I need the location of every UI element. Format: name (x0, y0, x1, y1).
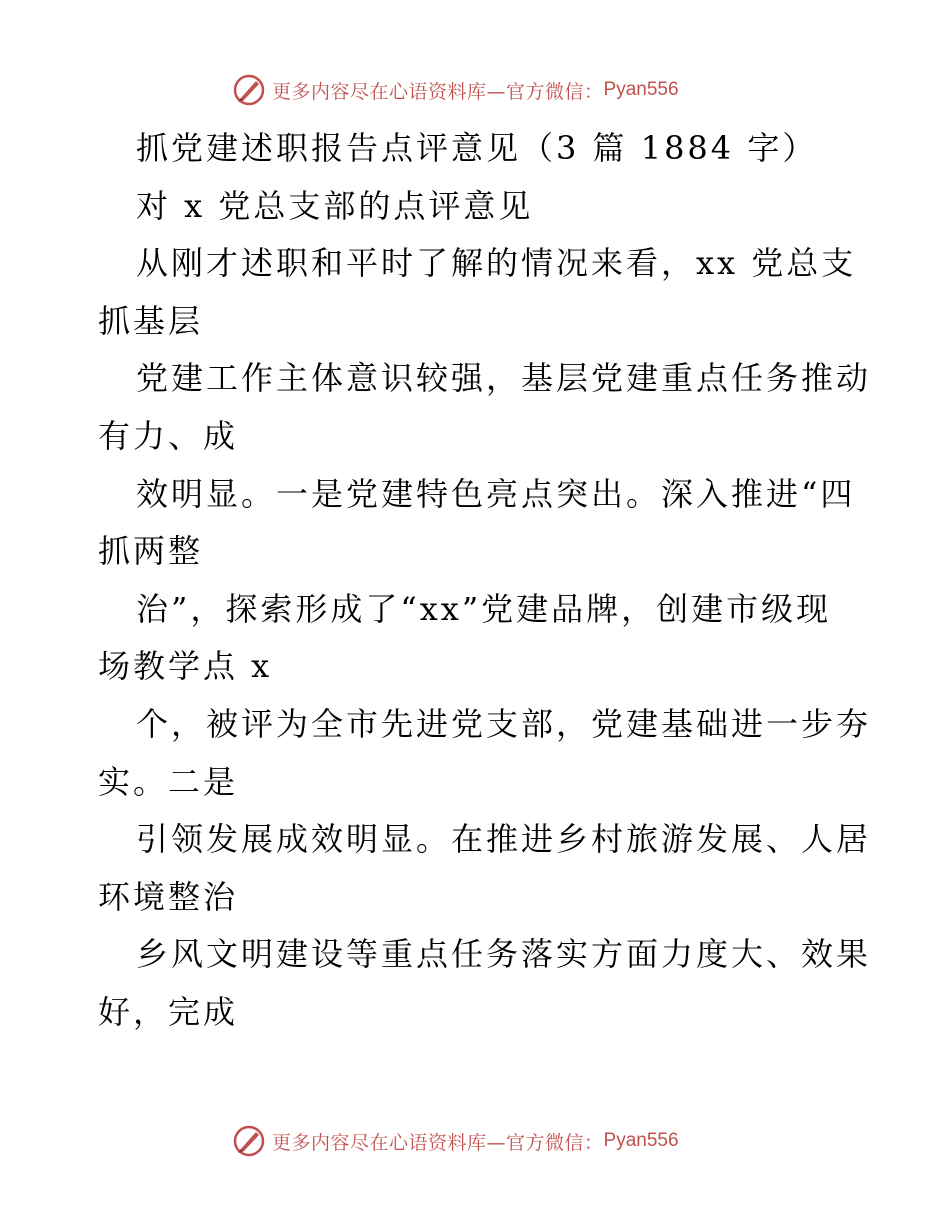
doc-line: 场教学点 x (98, 647, 273, 686)
doc-line: 治”，探索形成了“xx”党建品牌，创建市级现 (136, 589, 832, 628)
doc-line: 从刚才述职和平时了解的情况来看，xx 党总支 (136, 244, 857, 283)
document-body (98, 120, 872, 1042)
doc-line: 抓基层 (98, 301, 204, 340)
doc-line: 抓两整 (98, 532, 204, 571)
footer-watermark (232, 1121, 679, 1161)
doc-line: 党建工作主体意识较强，基层党建重点任务推动 (136, 359, 872, 398)
doc-subtitle: 对 x 党总支部的点评意见 (136, 186, 534, 225)
doc-line: 环境整治 (98, 877, 239, 916)
doc-line: 引领发展成效明显。在推进乡村旅游发展、人居 (136, 820, 872, 859)
doc-line: 个，被评为全市先进党支部，党建基础进一步夯 (136, 704, 872, 743)
doc-line: 好，完成 (98, 992, 239, 1031)
doc-title: 抓党建述职报告点评意见（3 篇 1884 字） (136, 129, 818, 167)
doc-line: 有力、成 (98, 416, 239, 455)
doc-line: 效明显。一是党建特色亮点突出。深入推进“四 (136, 474, 856, 513)
header-watermark (232, 70, 679, 110)
pen-logo-icon (232, 1124, 266, 1158)
watermark-wechat-handle: Pyan556 (603, 1130, 679, 1151)
doc-line: 实。二是 (98, 762, 239, 801)
doc-line: 乡风文明建设等重点任务落实方面力度大、效果 (136, 935, 872, 974)
watermark-text: 更多内容尽在心语资料库—官方微信： (272, 80, 604, 103)
watermark-wechat-handle: Pyan556 (603, 79, 679, 100)
pen-logo-icon (232, 73, 266, 107)
watermark-text: 更多内容尽在心语资料库—官方微信： (272, 1131, 604, 1154)
